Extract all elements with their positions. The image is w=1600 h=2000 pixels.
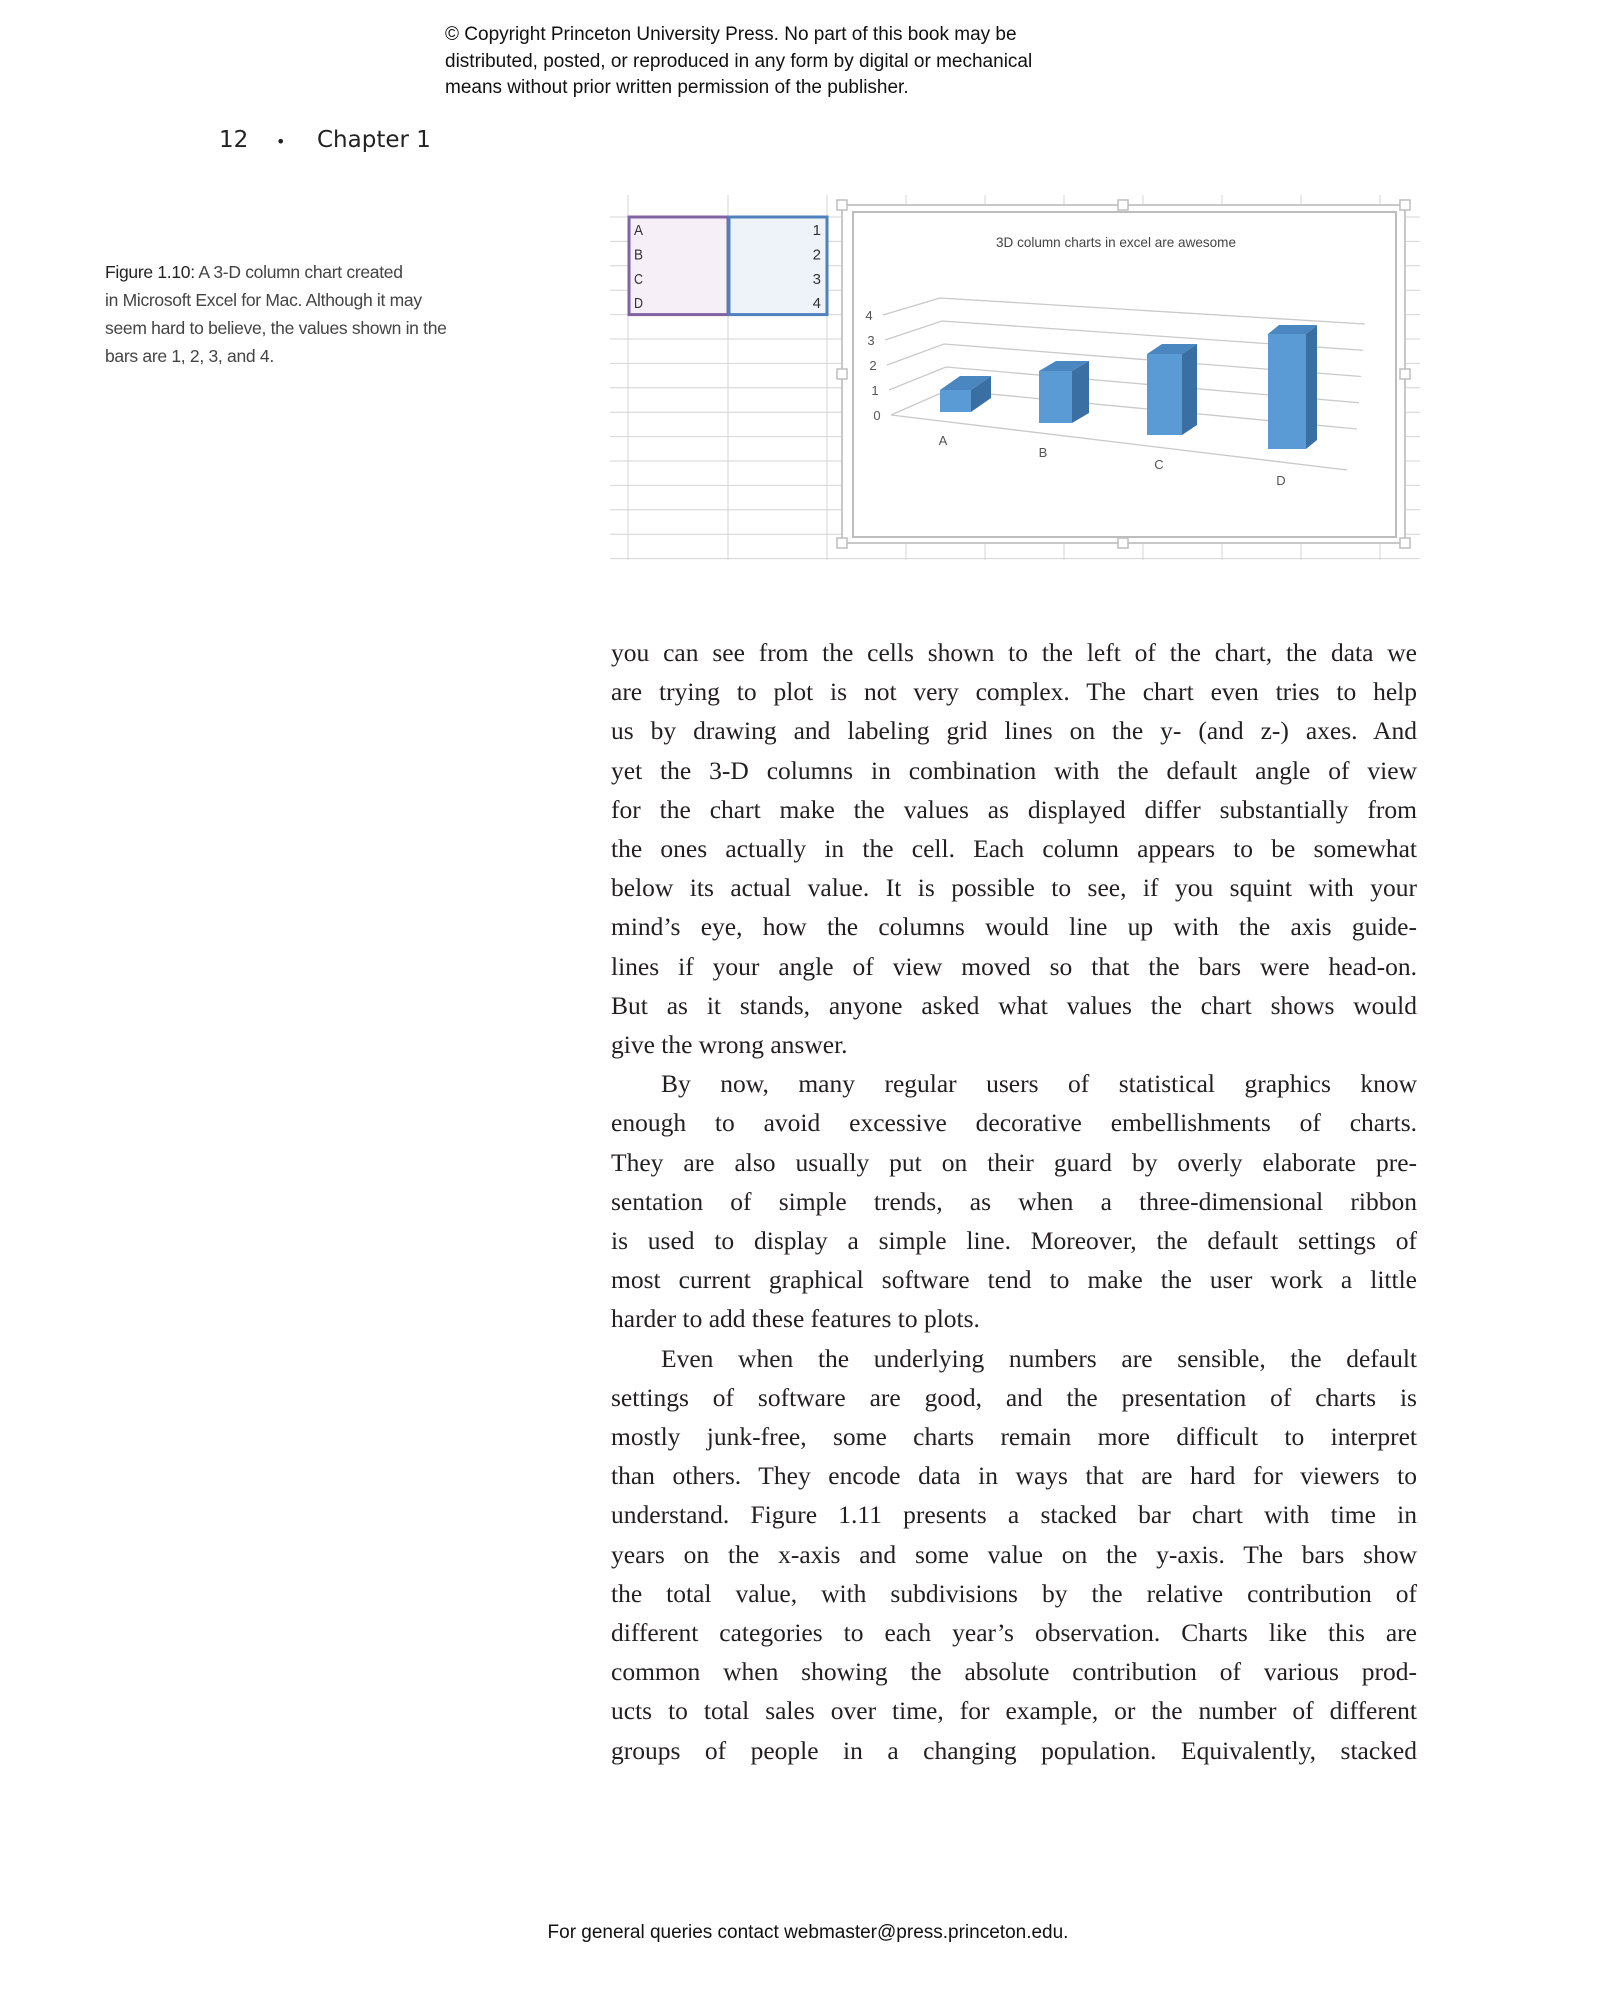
body-text-line: They are also usually put on their guard by overly elaborate pre- — [611, 1147, 1417, 1177]
body-text-line: the ones actually in the cell. Each column appears to be somewhat — [611, 834, 1417, 863]
running-head-chapter: Chapter 1 — [317, 127, 431, 153]
chart-resize-handle — [1400, 369, 1410, 379]
body-text-line: years on the x-axis and some value on the y-axis. The bars show — [611, 1539, 1417, 1569]
body-text-line: By now, many regular users of statistical graphics know — [661, 1069, 1417, 1099]
body-text-line: common when showing the absolute contribution of various prod- — [611, 1657, 1417, 1687]
cell-value: 1 — [812, 222, 821, 239]
x-axis-category-label: C — [1154, 457, 1164, 472]
body-text-line: But as it stands, anyone asked what values the chart shows would — [611, 990, 1417, 1020]
cell-value: 4 — [812, 295, 821, 313]
body-text-line: lines if your angle of view moved so that the bars were head-on. — [611, 951, 1417, 981]
chart-resize-handle — [837, 200, 847, 210]
chart-resize-handle — [837, 538, 847, 548]
body-text-line: than others. They encode data in ways that are hard for viewers to — [611, 1461, 1417, 1491]
figure-label: Figure 1.10: — [105, 262, 195, 282]
y-axis-tick-label: 1 — [871, 383, 879, 398]
bar-C — [1147, 354, 1182, 435]
body-text-line: for the chart make the values as displayed differ substantially from — [611, 794, 1417, 824]
cell-label: A — [634, 222, 643, 239]
body-text-line: enough to avoid excessive decorative embellishments of charts. — [611, 1108, 1417, 1138]
y-axis-tick-label: 3 — [867, 333, 875, 348]
body-text-line: settings of software are good, and the presentation of charts is — [611, 1382, 1417, 1412]
body-text-line: Even when the underlying numbers are sensible, the default — [661, 1343, 1417, 1373]
body-text-line: most current graphical software tend to make the user work a little — [611, 1265, 1417, 1295]
cell-label: C — [634, 270, 644, 288]
caption-line: seem hard to believe, the values shown in the — [105, 318, 447, 338]
cell-label: D — [634, 295, 644, 313]
body-text-line: are trying to plot is not very complex. The chart even tries to help — [611, 677, 1417, 707]
x-axis-category-label: D — [1276, 473, 1286, 488]
cell-label: B — [634, 246, 643, 264]
body-text-line: groups of people in a changing population. Equivalently, stacked — [611, 1735, 1417, 1765]
y-axis-tick-label: 4 — [865, 308, 873, 323]
x-axis-category-label: A — [938, 433, 948, 448]
bar-side-face — [1306, 325, 1317, 449]
body-text-line: below its actual value. It is possible to see, if you squint with your — [611, 873, 1417, 903]
chart-resize-handle — [1118, 200, 1128, 210]
body-text-line: is used to display a simple line. Moreover, the default settings of — [611, 1226, 1417, 1255]
bar-A — [940, 390, 971, 412]
caption-line: bars are 1, 2, 3, and 4. — [105, 346, 274, 366]
footer-contact: For general queries contact webmaster@press.princeton.edu. — [547, 1922, 1069, 1943]
body-text-line: ucts to total sales over time, for example, or the number of different — [611, 1696, 1417, 1726]
body-text-line: mostly junk-free, some charts remain more difficult to interpret — [611, 1422, 1417, 1451]
body-text-line: you can see from the cells shown to the left of the chart, the data we — [611, 638, 1417, 667]
body-text-line: mind’s eye, how the columns would line up with the axis guide- — [611, 912, 1417, 942]
x-axis-category-label: B — [1038, 445, 1048, 460]
copyright-line: means without prior written permission of the publisher. — [445, 77, 909, 98]
body-text-line: understand. Figure 1.11 presents a stacked bar chart with time in — [611, 1500, 1417, 1530]
cell-value: 2 — [812, 246, 821, 264]
chart-title: 3D column charts in excel are awesome — [996, 234, 1237, 250]
chart-resize-handle — [1118, 538, 1128, 548]
copyright-line: © Copyright Princeton University Press. No part of this book may be — [445, 24, 1017, 45]
y-axis-tick-label: 0 — [873, 408, 881, 423]
chart-resize-handle — [837, 369, 847, 379]
caption-line: in Microsoft Excel for Mac. Although it may — [105, 290, 422, 310]
running-head-bullet: • — [276, 132, 286, 151]
label-range-highlight — [629, 217, 728, 315]
chart-resize-handle — [1400, 538, 1410, 548]
body-text-line: different categories to each year’s observation. Charts like this are — [611, 1618, 1417, 1647]
caption-line: A 3-D column chart created — [198, 262, 403, 282]
excel-spreadsheet-figure — [0, 0, 1600, 600]
body-text-line: yet the 3-D columns in combination with the default angle of view — [611, 755, 1417, 785]
copyright-line: distributed, posted, or reproduced in any form by digital or mechanical — [445, 50, 1033, 72]
page-number: 12 — [219, 127, 249, 153]
y-axis-tick-label: 2 — [869, 358, 877, 373]
bar-side-face — [1182, 344, 1197, 435]
body-text-line: sentation of simple trends, as when a three-dimensional ribbon — [611, 1186, 1417, 1216]
cell-value: 3 — [812, 270, 821, 288]
body-text-line: harder to add these features to plots. — [611, 1304, 980, 1334]
body-text-line: us by drawing and labeling grid lines on the y- (and z-) axes. And — [611, 716, 1417, 746]
body-text-line: the total value, with subdivisions by the relative contribution of — [611, 1578, 1417, 1608]
bar-D — [1268, 334, 1306, 449]
chart-resize-handle — [1400, 200, 1410, 210]
bar-B — [1039, 371, 1072, 423]
bar-side-face — [1072, 361, 1089, 423]
body-text-line: give the wrong answer. — [611, 1030, 848, 1059]
